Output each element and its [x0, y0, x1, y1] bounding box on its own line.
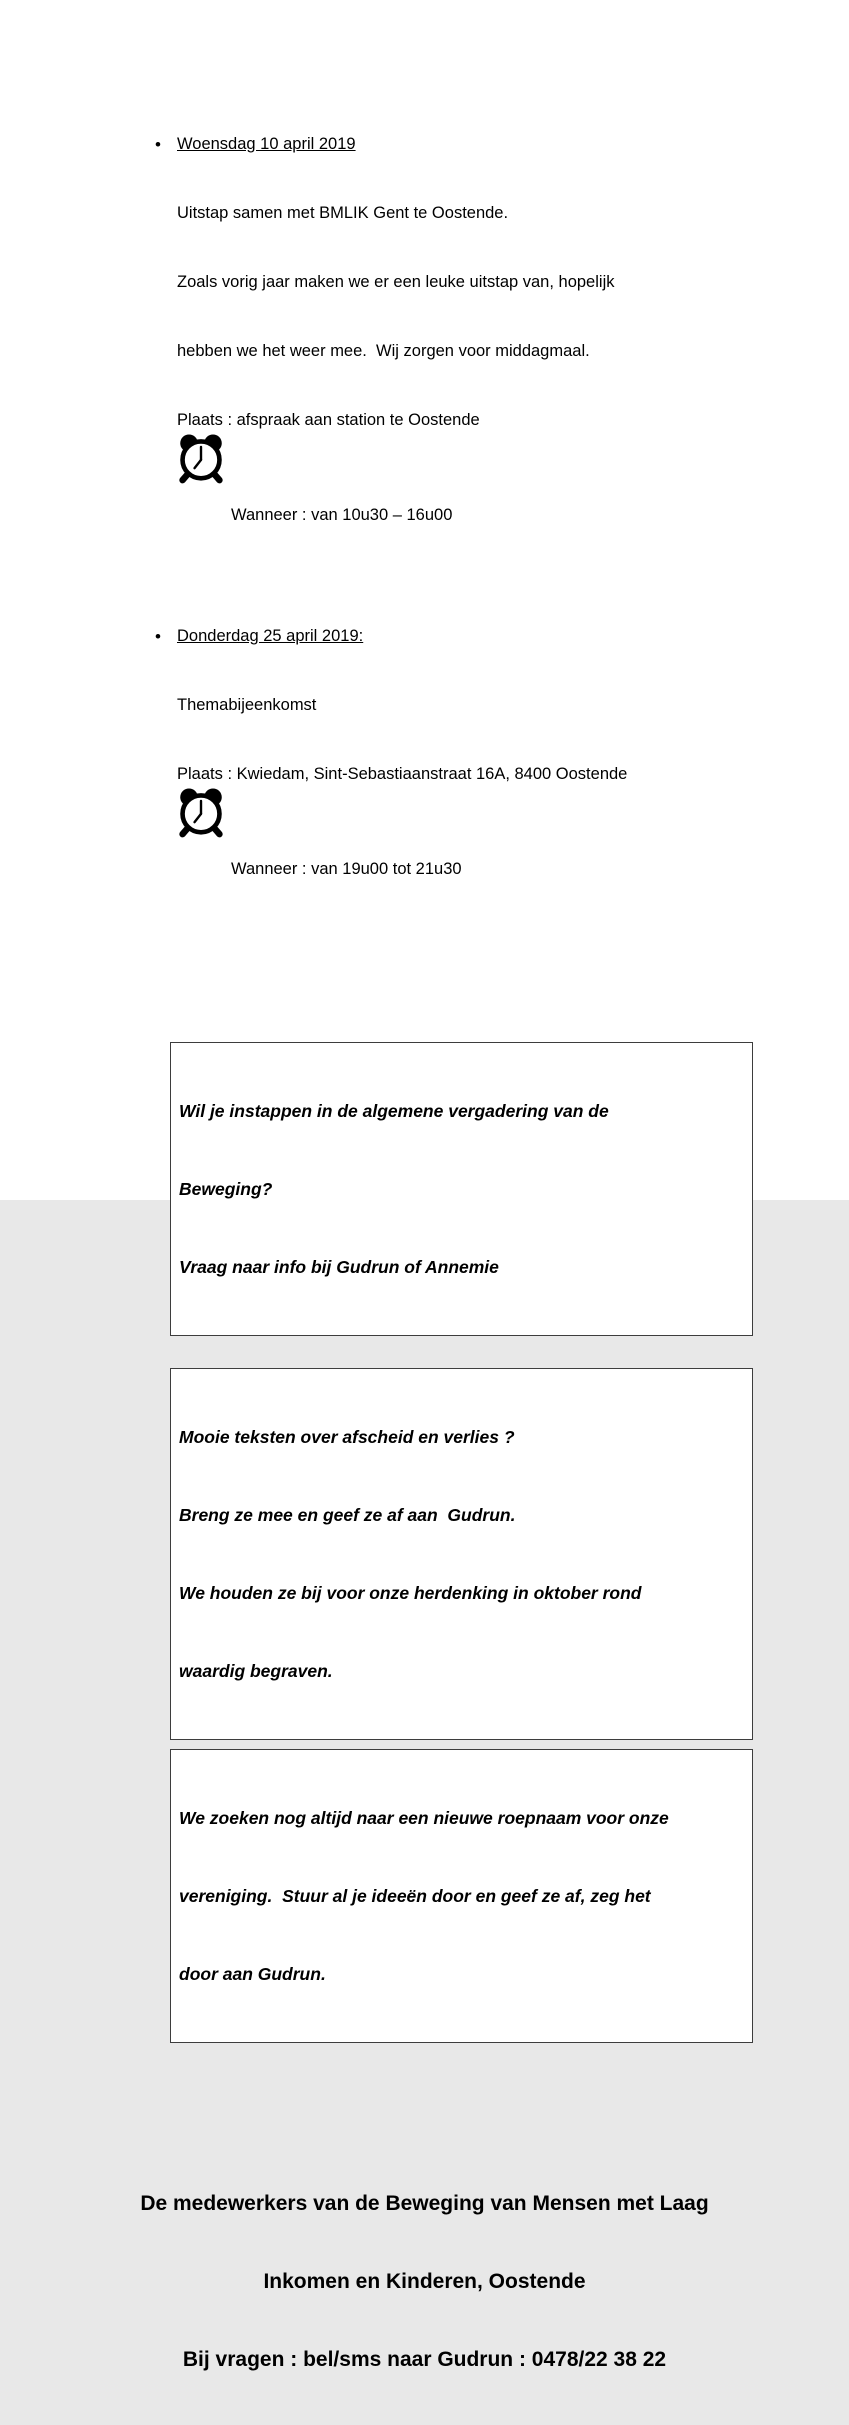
- event-1-line: Plaats : afspraak aan station te Oostende: [177, 411, 480, 429]
- footer: [0, 2139, 849, 2425]
- event-1-when-row: [177, 478, 759, 530]
- notice-line: Beweging?: [179, 1179, 273, 1199]
- event-1-line: hebben we het weer mee. Wij zorgen voor middagmaal.: [177, 342, 590, 360]
- footer-line: Bij vragen : bel/sms naar Gudrun : 0478/22 38 22: [182, 2348, 667, 2371]
- notice-line: door aan Gudrun.: [179, 1964, 326, 1984]
- notice-box-teksten: [170, 1368, 753, 1740]
- alarm-clock-icon: [177, 740, 225, 884]
- notice-line: Wil je instappen in de algemene vergadering van de: [179, 1101, 609, 1121]
- notice-line: waardig begraven.: [179, 1661, 333, 1681]
- event-item-1: [155, 133, 759, 576]
- alarm-clock-icon: [177, 386, 225, 530]
- event-2-when-row: [177, 832, 759, 884]
- notice-line: We houden ze bij voor onze herdenking in oktober rond: [179, 1583, 642, 1603]
- event-2-body: [177, 648, 759, 930]
- footer-line: De medewerkers van de Beweging van Mensen met Laag: [140, 2192, 709, 2215]
- event-2-line: Plaats : Kwiedam, Sint-Sebastiaanstraat 16A, 8400 Oostende: [177, 765, 628, 783]
- bullet-icon: •: [155, 135, 161, 154]
- event-2-when-text: Wanneer : van 19u00 tot 21u30: [231, 860, 462, 878]
- event-1-line: Uitstap samen met BMLIK Gent te Oostende.: [177, 204, 509, 222]
- event-1-title-row: [155, 133, 759, 156]
- event-1-when-text: Wanneer : van 10u30 – 16u00: [231, 506, 453, 524]
- event-item-2: [155, 625, 759, 930]
- notice-line: Breng ze mee en geef ze af aan Gudrun.: [179, 1505, 516, 1525]
- event-2-title: Donderdag 25 april 2019:: [177, 627, 364, 645]
- notice-line: Mooie teksten over afscheid en verlies ?: [179, 1427, 515, 1447]
- notice-line: vereniging. Stuur al je ideeën door en geef ze af, zeg het: [179, 1886, 651, 1906]
- bullet-icon: •: [155, 627, 161, 646]
- event-2-line: Themabijeenkomst: [177, 696, 317, 714]
- notice-line: Vraag naar info bij Gudrun of Annemie: [179, 1257, 499, 1277]
- events-list: [155, 0, 759, 930]
- footer-line: Inkomen en Kinderen, Oostende: [263, 2270, 586, 2293]
- event-1-line: Zoals vorig jaar maken we er een leuke uitstap van, hopelijk: [177, 273, 615, 291]
- notice-box-vergadering: [170, 1042, 753, 1336]
- event-1-title: Woensdag 10 april 2019: [177, 135, 356, 153]
- notice-line: We zoeken nog altijd naar een nieuwe roepnaam voor onze: [179, 1808, 669, 1828]
- event-1-body: [177, 156, 759, 576]
- event-2-title-row: [155, 625, 759, 648]
- notice-boxes: [170, 1042, 753, 2043]
- notice-box-roepnaam: [170, 1749, 753, 2043]
